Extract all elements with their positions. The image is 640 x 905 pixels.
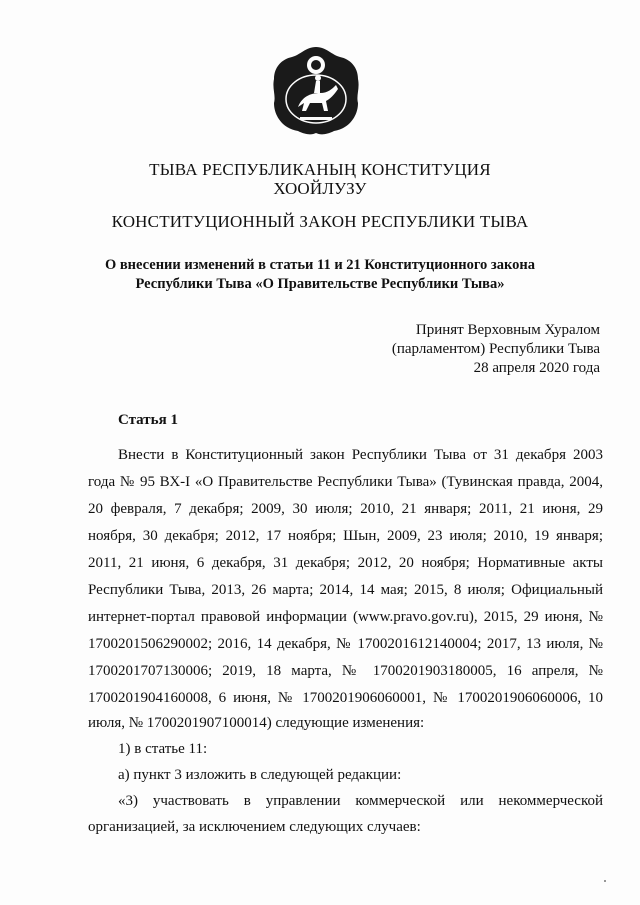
item-1: 1) в статье 11: [118,741,208,757]
article-paragraph-line: интернет-портал правовой информации (www.pravo.gov.ru), 2015, 29 июня, № [88,609,603,625]
subject-line2: Республики Тыва «О Правительстве Республики Тыва» [135,276,505,292]
article-paragraph-line: 1700201506290002; 2016, 14 декабря, № 1700201612140004; 2017, 13 июля, № [88,636,603,652]
adoption-date: 28 апреля 2020 года [473,360,600,376]
quote-line1: «3) участвовать в управлении коммерческой или некоммерческой [118,793,603,809]
article-paragraph-line: ноября, 30 декабря; 2012, 17 ноября; Шын, 2009, 23 июля; 2010, 19 января; [88,528,603,544]
article-paragraph-line: Внести в Конституционный закон Республики Тыва от 31 декабря 2003 [118,447,603,463]
subject-line1: О внесении изменений в статьи 11 и 21 Конституционного закона [104,257,536,273]
quote-line2: организацией, за исключением следующих случаев: [88,819,421,835]
scan-artifact [604,880,606,882]
adoption-line1: Принят Верховным Хуралом [415,322,600,338]
article-heading: Статья 1 [118,412,178,428]
article-paragraph-line: года № 95 ВХ-I «О Правительстве Республики Тыва» (Тувинская правда, 2004, [88,474,603,490]
title-russian: КОНСТИТУЦИОННЫЙ ЗАКОН РЕСПУБЛИКИ ТЫВА [111,212,529,231]
article-paragraph-line: 2011, 21 июня, 6 декабря, 31 декабря; 2012, 20 ноября; Нормативные акты [88,555,603,571]
adoption-line2: (парламентом) Республики Тыва [391,341,600,357]
item-1a: а) пункт 3 изложить в следующей редакции: [118,767,402,783]
article-paragraph-line: 1700201707130006; 2019, 18 марта, № 1700201903180005, 16 апреля, № [88,663,603,679]
title-tuvan-line2: ХООЙЛУЗУ [273,179,367,198]
tuva-coat-of-arms-emblem [270,45,362,137]
article-paragraph-line: Республики Тыва, 2013, 26 марта; 2014, 14 мая; 2015, 8 июля; Официальный [88,582,603,598]
article-paragraph-line: июля, № 1700201907100014) следующие изменения: [88,715,425,731]
title-tuvan-line1: ТЫВА РЕСПУБЛИКАНЫҢ КОНСТИТУЦИЯ [149,160,491,179]
article-paragraph-line: 1700201904160008, 6 июня, № 1700201906060001, № 1700201906060006, 10 [88,690,603,706]
article-paragraph-line: 20 февраля, 7 декабря; 2009, 30 июля; 2010, 21 января; 2011, 21 июня, 29 [88,501,603,517]
